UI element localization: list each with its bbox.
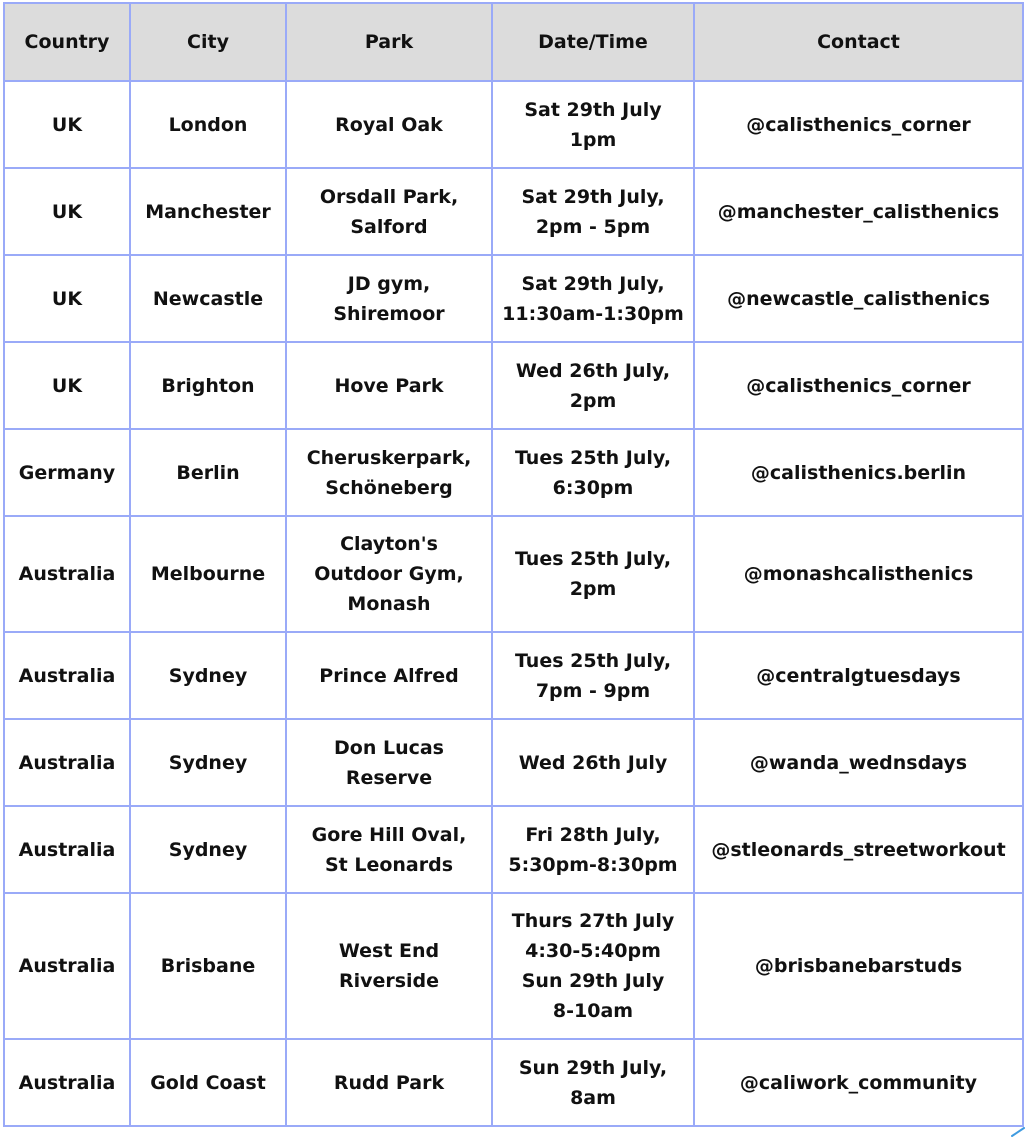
table-row: [4, 255, 1023, 342]
date-time-cell: Sat 29th July 1pm: [492, 81, 694, 168]
contact-cell: @monashcalisthenics: [694, 516, 1023, 632]
country-cell: Australia: [4, 719, 130, 806]
city-cell: Sydney: [130, 806, 286, 893]
date-time-cell: Thurs 27th July 4:30-5:40pm Sun 29th July 8-10am: [492, 893, 694, 1039]
park-cell: Gore Hill Oval, St Leonards: [286, 806, 492, 893]
table-row: [4, 719, 1023, 806]
table-row: [4, 516, 1023, 632]
table-row: [4, 81, 1023, 168]
city-cell: London: [130, 81, 286, 168]
country-cell: UK: [4, 255, 130, 342]
contact-cell: @brisbanebarstuds: [694, 893, 1023, 1039]
city-cell: Gold Coast: [130, 1039, 286, 1126]
contact-cell: @manchester_calisthenics: [694, 168, 1023, 255]
park-cell: Rudd Park: [286, 1039, 492, 1126]
country-cell: UK: [4, 168, 130, 255]
date-time-cell: Sun 29th July, 8am: [492, 1039, 694, 1126]
column-header-date-time: Date/Time: [492, 3, 694, 81]
city-cell: Berlin: [130, 429, 286, 516]
park-cell: Cheruskerpark, Schöneberg: [286, 429, 492, 516]
park-cell: JD gym, Shiremoor: [286, 255, 492, 342]
table-row: [4, 429, 1023, 516]
park-cell: Royal Oak: [286, 81, 492, 168]
date-time-cell: Wed 26th July: [492, 719, 694, 806]
city-cell: Sydney: [130, 632, 286, 719]
park-cell: Clayton's Outdoor Gym, Monash: [286, 516, 492, 632]
country-cell: Australia: [4, 893, 130, 1039]
city-cell: Newcastle: [130, 255, 286, 342]
country-cell: Australia: [4, 516, 130, 632]
country-cell: Australia: [4, 1039, 130, 1126]
column-header-contact: Contact: [694, 3, 1023, 81]
table-row: [4, 632, 1023, 719]
header-row: [4, 3, 1023, 81]
column-header-country: Country: [4, 3, 130, 81]
contact-cell: @caliwork_community: [694, 1039, 1023, 1126]
contact-cell: @stleonards_streetworkout: [694, 806, 1023, 893]
date-time-cell: Wed 26th July, 2pm: [492, 342, 694, 429]
park-cell: Prince Alfred: [286, 632, 492, 719]
table-row: [4, 893, 1023, 1039]
park-cell: Hove Park: [286, 342, 492, 429]
country-cell: Australia: [4, 632, 130, 719]
park-cell: Orsdall Park, Salford: [286, 168, 492, 255]
table-row: [4, 1039, 1023, 1126]
city-cell: Melbourne: [130, 516, 286, 632]
country-cell: Germany: [4, 429, 130, 516]
city-cell: Brisbane: [130, 893, 286, 1039]
column-header-city: City: [130, 3, 286, 81]
corner-stroke-mark: [1011, 1127, 1025, 1137]
country-cell: Australia: [4, 806, 130, 893]
date-time-cell: Tues 25th July, 6:30pm: [492, 429, 694, 516]
table-row: [4, 168, 1023, 255]
city-cell: Brighton: [130, 342, 286, 429]
city-cell: Manchester: [130, 168, 286, 255]
date-time-cell: Sat 29th July, 11:30am-1:30pm: [492, 255, 694, 342]
date-time-cell: Tues 25th July, 2pm: [492, 516, 694, 632]
city-cell: Sydney: [130, 719, 286, 806]
park-cell: Don Lucas Reserve: [286, 719, 492, 806]
table-row: [4, 806, 1023, 893]
date-time-cell: Fri 28th July, 5:30pm-8:30pm: [492, 806, 694, 893]
contact-cell: @wanda_wednsdays: [694, 719, 1023, 806]
date-time-cell: Tues 25th July, 7pm - 9pm: [492, 632, 694, 719]
contact-cell: @calisthenics.berlin: [694, 429, 1023, 516]
contact-cell: @newcastle_calisthenics: [694, 255, 1023, 342]
meetup-schedule-table: [3, 2, 1024, 1127]
date-time-cell: Sat 29th July, 2pm - 5pm: [492, 168, 694, 255]
park-cell: West End Riverside: [286, 893, 492, 1039]
contact-cell: @calisthenics_corner: [694, 81, 1023, 168]
table-row: [4, 342, 1023, 429]
contact-cell: @centralgtuesdays: [694, 632, 1023, 719]
country-cell: UK: [4, 342, 130, 429]
country-cell: UK: [4, 81, 130, 168]
column-header-park: Park: [286, 3, 492, 81]
contact-cell: @calisthenics_corner: [694, 342, 1023, 429]
